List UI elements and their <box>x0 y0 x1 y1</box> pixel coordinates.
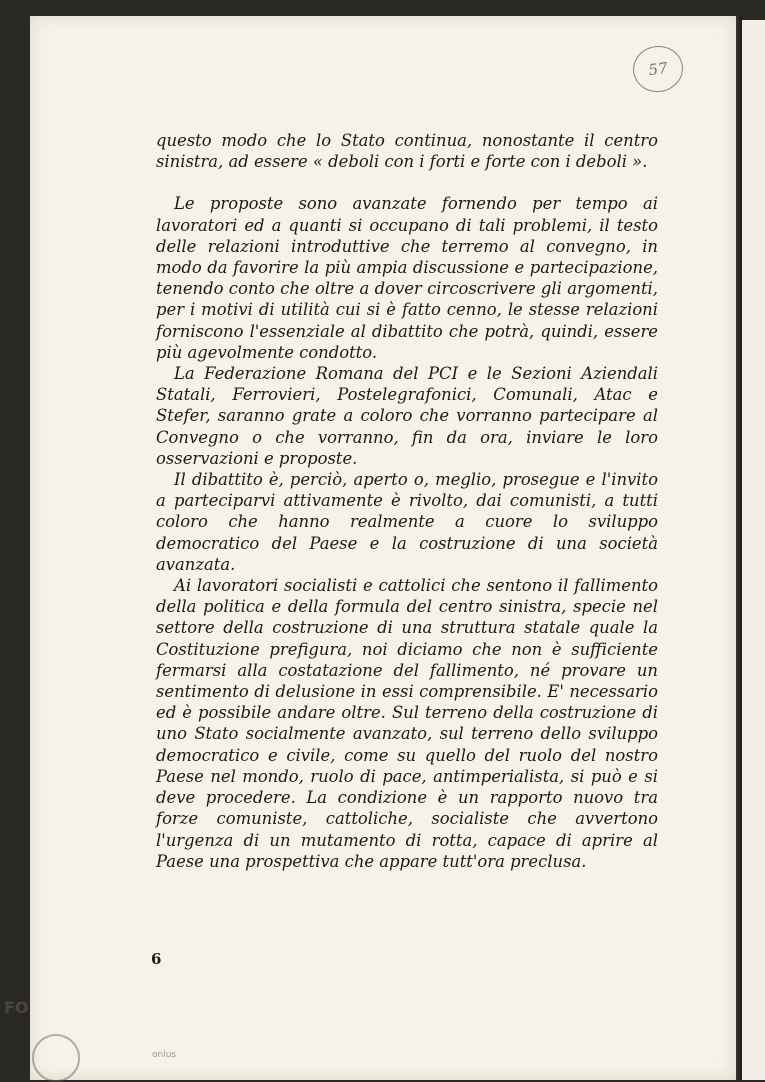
paragraph: Ai lavoratori socialisti e cattolici che sentono il fallimento della politica e della formula del centro sinistra, specie nel settore della costruzione di una struttura statale quale la Costituzione prefigura, noi diciamo che non è sufficiente fermarsi alla costatazione del fallimento, né provare un sentimento di delusione in essi comprensibile. E' necessario ed è possibile andare oltre. Sul terreno della costruzione di uno Stato socialmente avanzato, sul terreno dello sviluppo democratico e civile, come su quello del ruolo del nostro Paese nel mondo, ruolo di pace, antimperialista, si può e si deve procedere. La condizione è un rapporto nuovo tra forze comuniste, cattoliche, socialiste che avvertono l'urgenza di un mutamento di rotta, capace di aprire al Paese una prospettiva che appare tutt'ora preclusa. <box>156 576 658 871</box>
watermark-logo <box>0 988 200 1080</box>
watermark-circle-icon <box>32 1034 80 1082</box>
watermark-text: FO <box>4 998 29 1017</box>
paragraph: La Federazione Romana del PCI e le Sezioni Aziendali Statali, Ferrovieri, Postelegrafonici, Comunali, Atac e Stefer, saranno grate a coloro che vorranno partecipare al Convegno o che vorranno, fin da ora, inviare le loro osservazioni e proposte. <box>156 364 658 468</box>
archive-stamp: 57 <box>630 43 686 96</box>
facing-page-edge <box>742 20 765 1080</box>
paragraph: Le proposte sono avanzate fornendo per tempo ai lavoratori ed a quanti si occupano di tali problemi, il testo delle relazioni introduttive che terremo al convegno, in modo da favorire la più ampia discussione e partecipazione, tenendo conto che oltre a dover circoscrivere gli argomenti, per i motivi di utilità cui si è fatto cenno, le stesse relazioni forniscono l'essenziale al dibattito che potrà, quindi, essere più agevolmente condotto. <box>156 194 658 362</box>
paragraph-continuation: questo modo che lo Stato continua, nonostante il centro sinistra, ad essere « deboli con i forti e forte con i deboli ». <box>156 131 658 172</box>
body-text <box>156 130 658 872</box>
watermark-subtext: onlus <box>152 1050 177 1060</box>
page-number: 6 <box>151 950 162 968</box>
paragraph: Il dibattito è, perciò, aperto o, meglio, prosegue e l'invito a parteciparvi attivamente è rivolto, dai comunisti, a tutti coloro che hanno realmente a cuore lo sviluppo democratico del Paese e la costruzione di una società avanzata. <box>156 470 658 574</box>
